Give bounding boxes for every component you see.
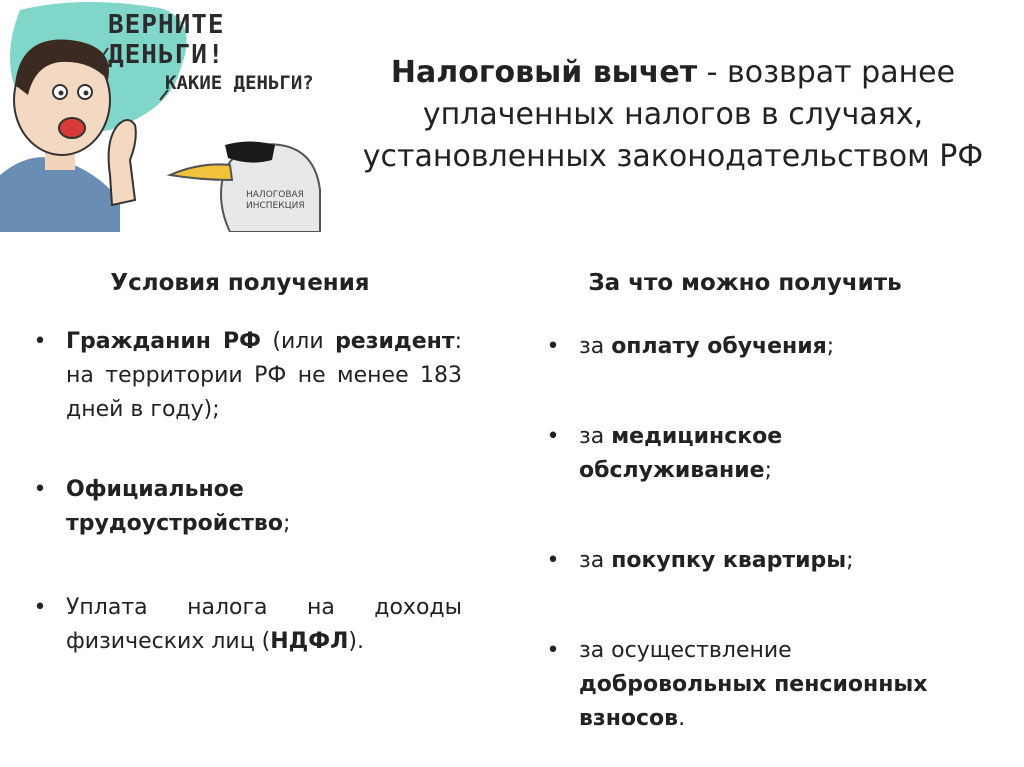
bullet-icon: • — [546, 638, 560, 663]
speech-bubble-2: КАКИЕ ДЕНЬГИ? — [165, 72, 314, 94]
list-item: • Официальное трудоустройство; — [30, 473, 462, 541]
conditions-list — [30, 325, 462, 659]
page-title — [345, 52, 1001, 178]
bullet-icon: • — [33, 595, 47, 620]
speech-bubble-1: ВЕРНИТЕ ДЕНЬГИ! — [108, 10, 225, 70]
cartoon-illustration — [0, 0, 340, 232]
bullet-icon: • — [546, 334, 560, 359]
list-item: • за оплату обучения; — [543, 330, 963, 364]
list-item: • за осуществление добровольных пенсионных взносов. — [543, 634, 963, 736]
conditions-heading: Условия получения — [110, 270, 370, 296]
bullet-icon: • — [546, 548, 560, 573]
list-item: • Гражданин РФ (или резидент: на территории РФ не менее 183 дней в году); — [30, 325, 462, 427]
reasons-list — [543, 330, 963, 736]
title-term: Налоговый вычет — [390, 55, 698, 90]
reasons-heading: За что можно получить — [588, 270, 902, 296]
list-item: • Уплата налога на доходы физических лиц (НДФЛ). — [30, 591, 462, 659]
list-item: • за покупку квартиры; — [543, 544, 963, 578]
bullet-icon: • — [546, 424, 560, 449]
title-definition: - возврат ранее уплаченных налогов в случаях, установленных законодательством РФ — [362, 55, 984, 174]
bullet-icon: • — [33, 477, 47, 502]
bird-badge: НАЛОГОВАЯ ИНСПЕКЦИЯ — [246, 190, 305, 211]
bullet-icon: • — [33, 329, 47, 354]
list-item: • за медицинское обслуживание; — [543, 420, 963, 488]
